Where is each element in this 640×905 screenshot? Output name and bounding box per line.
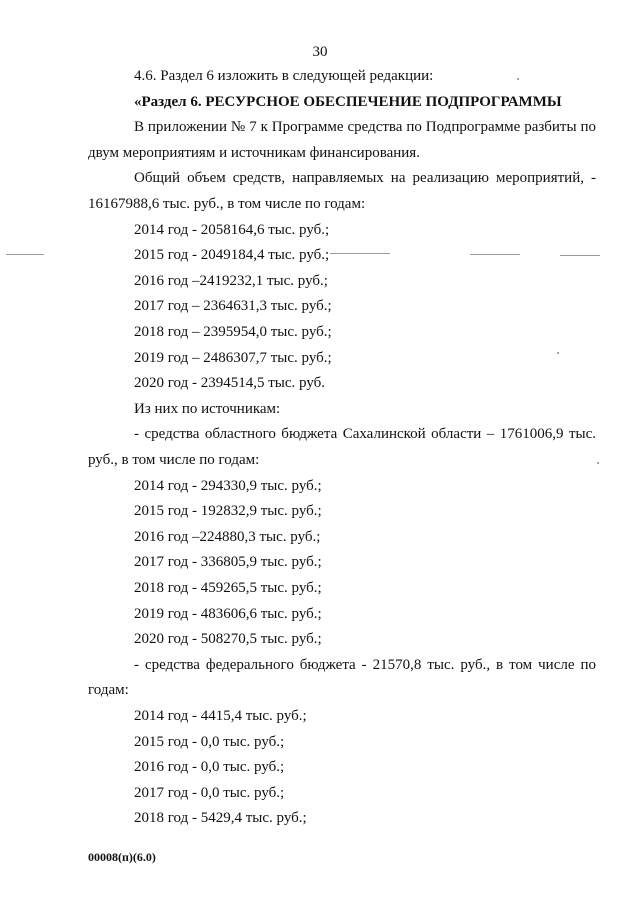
text-line: 2020 год - 508270,5 тыс. руб.;	[134, 631, 322, 648]
text-line: 2018 год – 2395954,0 тыс. руб.;	[134, 324, 332, 340]
text-line: двум мероприятиям и источникам финансирования.	[88, 144, 420, 161]
text-line: 2019 год – 2486307,7 тыс. руб.;	[134, 349, 332, 366]
footer-code: 00008(п)(6.0)	[88, 850, 156, 864]
page-number: 30	[312, 44, 328, 60]
scan-artifact	[560, 255, 600, 256]
text-line: 2018 год - 5429,4 тыс. руб.;	[134, 810, 307, 827]
text-line: - средства областного бюджета Сахалинской области – 1761006,9 тыс.	[134, 426, 596, 443]
text-line: 2017 год – 2364631,3 тыс. руб.;	[134, 298, 332, 315]
text-line: 2016 год –224880,3 тыс. руб.;	[134, 528, 321, 545]
text-line: Общий объем средств, направляемых на реализацию мероприятий, -	[134, 170, 596, 187]
text-line: 2017 год - 336805,9 тыс. руб.;	[134, 554, 322, 571]
text-line: 2016 год –2419232,1 тыс. руб.;	[134, 272, 328, 289]
text-line: 2016 год - 0,0 тыс. руб.;	[134, 759, 285, 776]
text-line: 2018 год - 459265,5 тыс. руб.;	[134, 580, 322, 596]
scan-artifact	[517, 78, 519, 80]
text-line: 16167988,6 тыс. руб., в том числе по годам:	[88, 196, 366, 212]
section-heading: «Раздел 6. РЕСУРСНОЕ ОБЕСПЕЧЕНИЕ ПОДПРОГРАММЫ	[134, 93, 562, 110]
text-line: В приложении № 7 к Программе средства по Подпрограмме разбиты по	[134, 119, 596, 136]
text-line: годам:	[88, 682, 129, 699]
scan-artifact	[597, 462, 599, 464]
text-line: 2014 год - 294330,9 тыс. руб.;	[134, 477, 322, 494]
scan-artifact	[557, 352, 559, 354]
text-line: 2015 год - 192832,9 тыс. руб.;	[134, 503, 322, 520]
text-line: 2020 год - 2394514,5 тыс. руб.	[134, 375, 326, 392]
scan-artifact	[330, 253, 390, 254]
scan-artifact	[470, 254, 520, 255]
text-line: 2017 год - 0,0 тыс. руб.;	[134, 784, 285, 801]
text-line: 2015 год - 0,0 тыс. руб.;	[134, 733, 285, 750]
text-line: 2015 год - 2049184,4 тыс. руб.;	[134, 247, 330, 264]
text-line: 2014 год - 2058164,6 тыс. руб.;	[134, 221, 330, 238]
text-line: 4.6. Раздел 6 изложить в следующей редакции:	[134, 68, 434, 84]
text-line: руб., в том числе по годам:	[88, 452, 260, 468]
scan-artifact	[6, 254, 44, 255]
text-line: - средства федерального бюджета - 21570,8 тыс. руб., в том числе по	[134, 656, 596, 673]
text-line: 2014 год - 4415,4 тыс. руб.;	[134, 708, 307, 724]
text-line: Из них по источникам:	[134, 400, 281, 417]
text-line: 2019 год - 483606,6 тыс. руб.;	[134, 605, 322, 622]
